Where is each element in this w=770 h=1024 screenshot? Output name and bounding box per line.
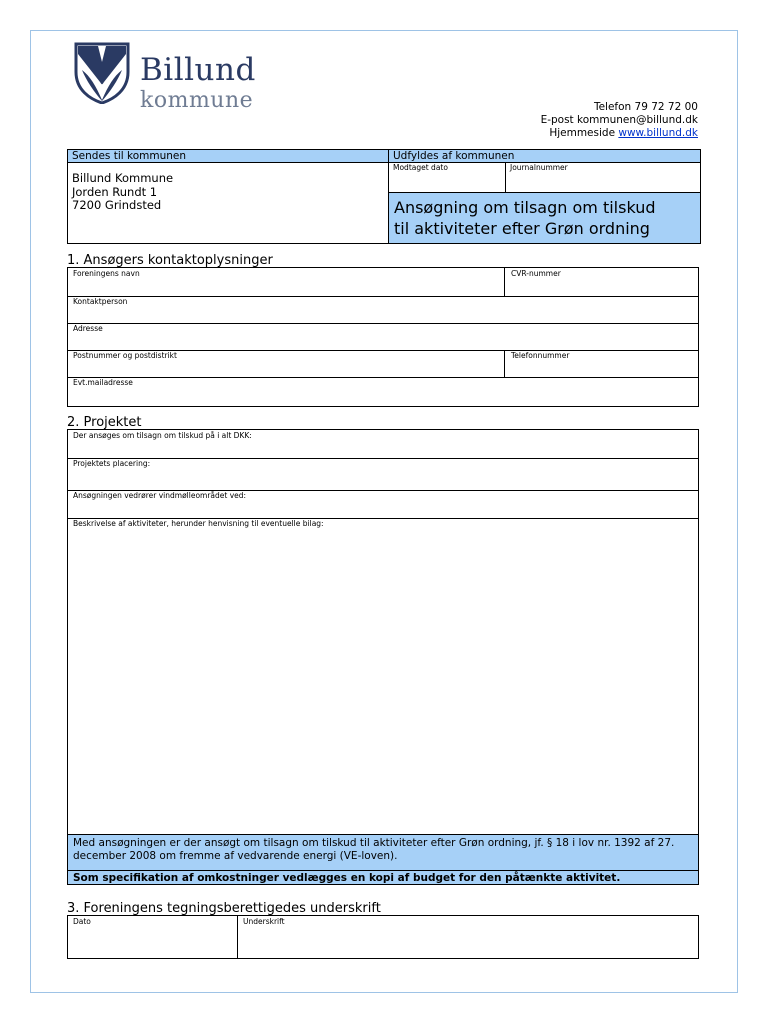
field-description[interactable]: Beskrivelse af aktiviteter, herunder henvisning til eventuelle bilag: [73,519,324,528]
recipient-box [67,149,389,244]
address-line: Jorden Rundt 1 [72,184,158,199]
brand-name: Billund [140,52,256,88]
divider [504,350,505,377]
section1-heading: 1. Ansøgers kontaktoplysninger [67,253,273,268]
form-title-line1: Ansøgning om tilsagn om tilskud [394,198,656,217]
divider [68,377,698,378]
contact-website [541,127,698,140]
field-placement[interactable]: Projektets placering: [73,459,151,468]
field-association-name[interactable]: Foreningens navn [73,269,140,278]
legal-note: Med ansøgningen er der ansøgt om tilsagn om tilskud til aktiviteter efter Grøn ordning, jf. § 18 i lov nr. 1392 af 27. december 2008 om fremme af vedvarende energi (VE-loven). [67,834,699,871]
website-link[interactable]: www.billund.dk [618,127,698,139]
contact-email: E-post kommunen@billund.dk [540,114,698,126]
field-phone[interactable]: Telefonnummer [511,351,570,360]
field-postal[interactable]: Postnummer og postdistrikt [73,351,177,360]
recipient-header: Sendes til kommunen [68,150,388,163]
divider [237,916,238,958]
logo [74,42,130,108]
section2-table [67,429,699,834]
received-date-label: Modtaget dato [393,163,448,172]
form-title-line2: til aktiviteter efter Grøn ordning [394,219,650,238]
address-line: 7200 Grindsted [72,198,162,212]
brand-subname: kommune [140,88,254,113]
section2-heading: 2. Projektet [67,415,142,430]
divider [68,323,698,324]
contact-phone: Telefon 79 72 72 00 [593,101,698,113]
field-cvr[interactable]: CVR-nummer [511,269,561,278]
section1-table [67,267,699,407]
divider [505,162,506,192]
office-header: Udfyldes af kommunen [388,150,700,163]
section3-heading: 3. Foreningens tegningsberettigedes underskrift [67,901,381,916]
recipient-address [72,172,173,213]
billund-shield-icon [74,42,130,104]
journal-number-label: Journalnummer [510,163,568,172]
office-box [388,149,701,244]
field-email[interactable]: Evt.mailadresse [73,378,133,387]
divider [504,268,505,296]
office-fields [388,162,701,192]
field-contact-person[interactable]: Kontaktperson [73,297,128,306]
form-title [388,192,700,243]
divider [68,458,698,459]
divider [68,296,698,297]
field-signature[interactable]: Underskrift [243,917,285,926]
address-line: Billund Kommune [72,171,174,185]
section3-table [67,915,699,959]
field-address[interactable]: Adresse [73,324,103,333]
contact-block [541,101,698,140]
field-amount[interactable]: Der ansøges om tilsagn om tilskud på i alt DKK: [73,431,252,440]
budget-note: Som specifikation af omkostninger vedlægges en kopi af budget for den påtænkte aktivitet. [67,870,699,885]
field-windmill-area[interactable]: Ansøgningen vedrører vindmølleområdet ved: [73,491,247,500]
website-label: Hjemmeside [549,127,616,139]
field-date[interactable]: Dato [73,917,91,926]
